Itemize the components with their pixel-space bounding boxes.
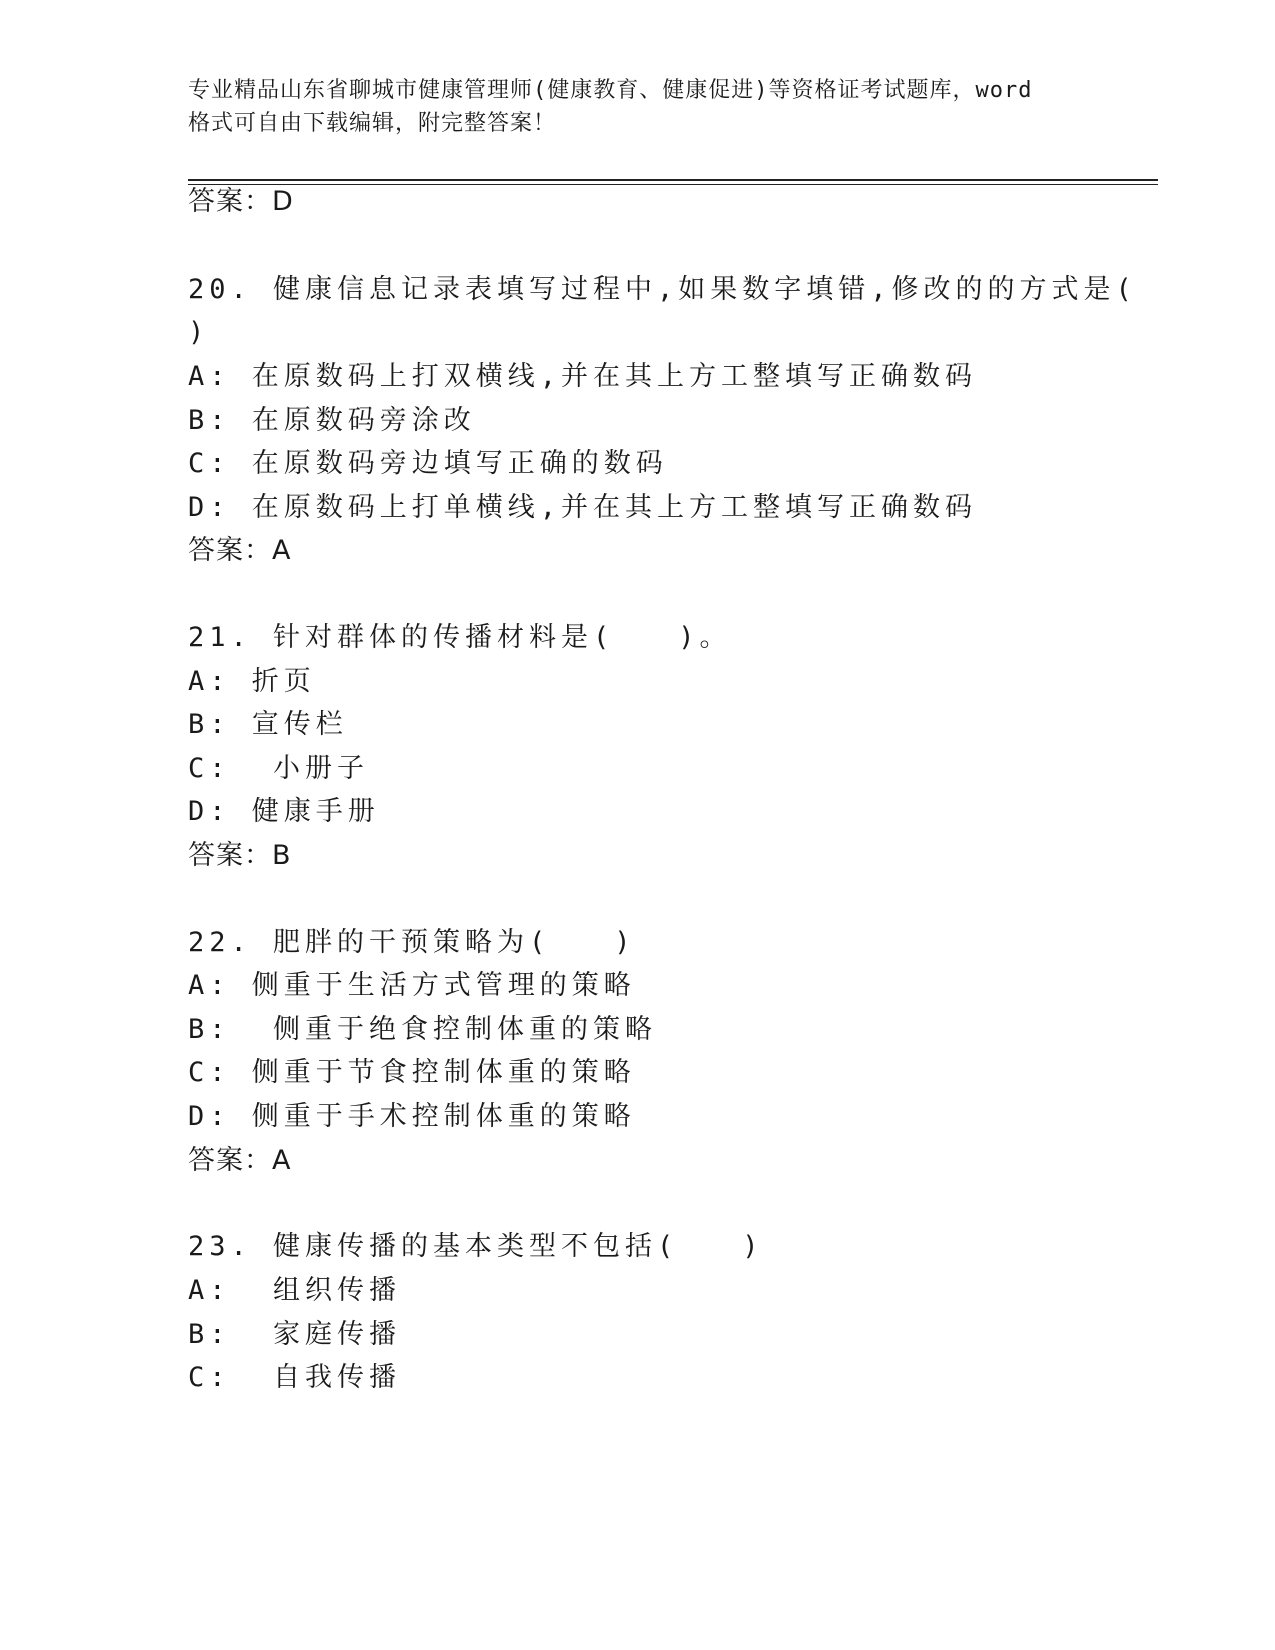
- question-20-stem: 20. 健康信息记录表填写过程中,如果数字填错,修改的的方式是(: [188, 274, 1137, 305]
- question-23-option-c: C: 自我传播: [188, 1362, 402, 1393]
- question-22-option-c: C: 侧重于节食控制体重的策略: [188, 1057, 636, 1088]
- question-20-option-b: B: 在原数码旁涂改: [188, 405, 476, 436]
- question-21-option-c: C: 小册子: [188, 753, 370, 784]
- page-header: [188, 74, 1108, 140]
- question-20-option-a: A: 在原数码上打双横线,并在其上方工整填写正确数码: [188, 361, 978, 392]
- header-line-2: 格式可自由下载编辑，附完整答案！: [188, 111, 557, 136]
- question-22-option-b: B: 侧重于绝食控制体重的策略: [188, 1014, 658, 1045]
- question-22-option-a: A: 侧重于生活方式管理的策略: [188, 970, 636, 1001]
- question-21-stem: 21. 针对群体的传播材料是( )。: [188, 622, 732, 653]
- answer-22: 答案：A: [188, 1145, 292, 1176]
- answer-19: 答案：D: [188, 186, 294, 217]
- question-21-option-d: D: 健康手册: [188, 796, 380, 827]
- question-20-option-d: D: 在原数码上打单横线,并在其上方工整填写正确数码: [188, 492, 978, 523]
- question-23-option-b: B: 家庭传播: [188, 1319, 402, 1350]
- question-20-stem-cont: ): [188, 317, 210, 348]
- question-23-option-a: A: 组织传播: [188, 1275, 402, 1306]
- question-21-option-a: A: 折页: [188, 666, 316, 697]
- answer-21: 答案：B: [188, 840, 292, 871]
- question-22-option-d: D: 侧重于手术控制体重的策略: [188, 1101, 636, 1132]
- question-23-stem: 23. 健康传播的基本类型不包括( ): [188, 1231, 764, 1262]
- question-20-option-c: C: 在原数码旁边填写正确的数码: [188, 448, 668, 479]
- header-rule-thin: [188, 184, 1158, 185]
- question-21-option-b: B: 宣传栏: [188, 709, 348, 740]
- answer-20: 答案：A: [188, 535, 292, 566]
- header-line-1: 专业精品山东省聊城市健康管理师(健康教育、健康促进)等资格证考试题库，word: [188, 78, 1033, 103]
- header-rule: [188, 179, 1158, 181]
- question-22-stem: 22. 肥胖的干预策略为( ): [188, 927, 636, 958]
